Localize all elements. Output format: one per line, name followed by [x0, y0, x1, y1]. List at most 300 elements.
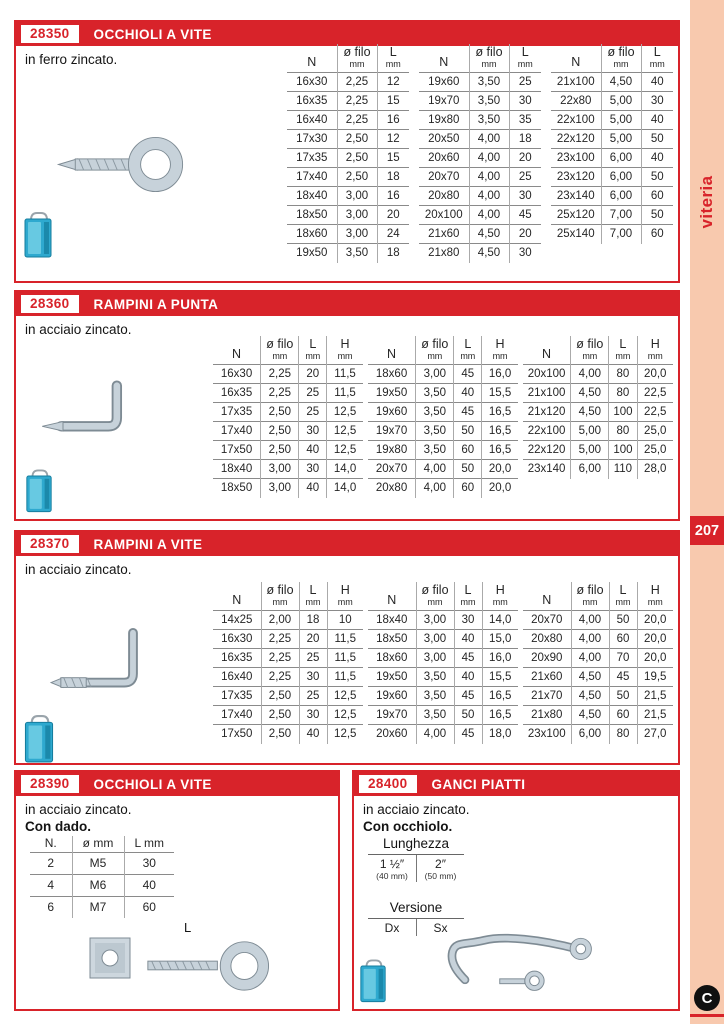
- table-cell: 3,50: [469, 73, 509, 92]
- table-row: [287, 149, 409, 168]
- section-header: [16, 532, 678, 556]
- table-cell: 25: [299, 384, 327, 403]
- header-row: [523, 336, 673, 365]
- table-row: [368, 422, 518, 441]
- table-cell: 20x80: [419, 187, 469, 206]
- header-row: [523, 582, 673, 611]
- table-row: [213, 687, 363, 706]
- table-cell: 17x35: [213, 687, 261, 706]
- table-cell: 12,5: [327, 403, 363, 422]
- table-cell: 14,0: [327, 479, 363, 498]
- table-row: [368, 611, 518, 630]
- table-row: [368, 384, 518, 403]
- table-cell: 4,00: [469, 168, 509, 187]
- table-cell: 4,00: [416, 460, 454, 479]
- table-cell: 4,00: [469, 149, 509, 168]
- table-row: [551, 149, 673, 168]
- table-cell: 17x40: [287, 168, 337, 187]
- square-nut-image: [86, 934, 134, 982]
- table-cell: 19x80: [419, 111, 469, 130]
- table-cell: 50: [641, 168, 673, 187]
- table-cell: 2,25: [261, 365, 299, 384]
- table-cell: 19x60: [419, 73, 469, 92]
- table-row: [287, 111, 409, 130]
- table-cell: 14,0: [482, 611, 518, 630]
- column-header: L mm: [299, 582, 327, 611]
- table-cell: 30: [299, 668, 327, 687]
- category-label: viteria: [697, 175, 716, 229]
- table-cell: 21x60: [419, 225, 469, 244]
- column-header: N: [232, 593, 242, 607]
- table-cell: 16x30: [213, 630, 261, 649]
- table-cell: 19,5: [637, 668, 673, 687]
- table-cell: 16,0: [482, 649, 518, 668]
- length-value: 1 ½″: [379, 857, 405, 871]
- table-cell: 2,25: [261, 630, 299, 649]
- table-cell: 2,50: [337, 130, 377, 149]
- column-header: N: [542, 347, 552, 361]
- table-cell: 16x35: [213, 384, 261, 403]
- column-header: N: [439, 55, 449, 69]
- section-subtitle: in acciaio zincato.: [25, 802, 132, 817]
- table-row: [287, 225, 409, 244]
- table-cell: 19x70: [368, 706, 416, 725]
- table-cell: 4,00: [571, 611, 609, 630]
- table-cell: 30: [124, 852, 174, 874]
- table-row: [30, 896, 174, 918]
- section-caption: [25, 802, 132, 836]
- table-cell: 16x30: [287, 73, 337, 92]
- spec-table: [30, 836, 174, 918]
- table-cell: 2,50: [261, 403, 299, 422]
- table-cell: 50: [609, 687, 637, 706]
- section-header: [354, 772, 678, 796]
- table-cell: 2,25: [261, 649, 299, 668]
- column-header: N: [387, 347, 397, 361]
- section-header: [16, 772, 338, 796]
- table-cell: 23x100: [523, 725, 571, 744]
- table-cell: 4,00: [416, 725, 454, 744]
- table-cell: 3,00: [416, 630, 454, 649]
- section-28390: [14, 770, 340, 1011]
- table-row: [213, 479, 363, 498]
- table-cell: 22x100: [551, 111, 601, 130]
- table-cell: 16x35: [213, 649, 261, 668]
- table-cell: 5,00: [601, 111, 641, 130]
- table-cell: 2,25: [337, 92, 377, 111]
- table-cell: 45: [454, 365, 482, 384]
- header-row: [368, 582, 518, 611]
- table-cell: 40: [641, 111, 673, 130]
- table-cell: 3,50: [337, 244, 377, 263]
- table-row: [419, 149, 541, 168]
- table-row: [287, 187, 409, 206]
- table-row: [523, 611, 673, 630]
- table-cell: M6: [72, 874, 124, 896]
- spec-table-group-2: [368, 336, 518, 498]
- table-row: [551, 73, 673, 92]
- table-cell: 20x100: [419, 206, 469, 225]
- section-code: 28370: [21, 535, 79, 553]
- table-row: [551, 225, 673, 244]
- table-cell: 2,50: [261, 422, 299, 441]
- table-row: [287, 206, 409, 225]
- table-cell: 19x80: [368, 441, 416, 460]
- column-header: ø filo mm: [416, 336, 454, 365]
- table-row: [213, 649, 363, 668]
- section-title: OCCHIOLI A VITE: [93, 26, 212, 42]
- table-cell: 17x40: [213, 706, 261, 725]
- table-row: [551, 111, 673, 130]
- table-cell: 20x60: [368, 725, 416, 744]
- section-header: [16, 22, 678, 46]
- table-cell: 2,50: [261, 725, 299, 744]
- table-cell: 25: [299, 649, 327, 668]
- table-cell: 20x60: [419, 149, 469, 168]
- table-cell: 16x40: [287, 111, 337, 130]
- section-28400: [352, 770, 680, 1011]
- spec-table-group-3: [551, 44, 673, 244]
- table-cell: 18x50: [287, 206, 337, 225]
- table-cell: 16x40: [213, 668, 261, 687]
- table-row: [368, 725, 518, 744]
- table-cell: 17x35: [213, 403, 261, 422]
- table-row: [368, 687, 518, 706]
- header-row: [213, 582, 363, 611]
- table-cell: 20,0: [637, 630, 673, 649]
- package-box-icon: [22, 210, 54, 260]
- table-row: [523, 725, 673, 744]
- table-cell: 45: [454, 725, 482, 744]
- table-cell: 20x50: [419, 130, 469, 149]
- table-cell: 18x50: [368, 630, 416, 649]
- table-cell: 6,00: [571, 725, 609, 744]
- table-cell: 14x25: [213, 611, 261, 630]
- section-code: 28400: [359, 775, 417, 793]
- table-cell: 2,50: [337, 168, 377, 187]
- table-cell: 4,50: [469, 225, 509, 244]
- table-cell: 17x50: [213, 441, 261, 460]
- table-row: [551, 92, 673, 111]
- table-cell: 5,00: [601, 130, 641, 149]
- table-cell: 30: [299, 422, 327, 441]
- table-cell: 6,00: [571, 460, 609, 479]
- table-cell: 19x70: [419, 92, 469, 111]
- table-cell: 30: [299, 706, 327, 725]
- section-title: GANCI PIATTI: [431, 776, 526, 792]
- table-cell: 3,50: [416, 441, 454, 460]
- length-dimension-label: L: [184, 920, 192, 935]
- table-cell: 20,0: [482, 479, 518, 498]
- table-cell: 3,50: [416, 384, 454, 403]
- table-row: [551, 168, 673, 187]
- version-value: Sx: [433, 921, 448, 935]
- version-title: Versione: [368, 900, 464, 919]
- flat-hook-image: [414, 920, 599, 1002]
- column-header: ø filo mm: [337, 44, 377, 73]
- column-header: L mm: [609, 582, 637, 611]
- table-row: [419, 244, 541, 263]
- table-cell: 24: [377, 225, 409, 244]
- spec-tables: [287, 44, 673, 263]
- table-cell: 18x40: [368, 611, 416, 630]
- table-cell: 12,5: [327, 725, 363, 744]
- table-cell: M5: [72, 852, 124, 874]
- table-row: [213, 706, 363, 725]
- table-cell: 2,50: [261, 441, 299, 460]
- table-cell: 40: [299, 725, 327, 744]
- table-cell: 17x40: [213, 422, 261, 441]
- table-cell: 45: [609, 668, 637, 687]
- table-cell: 20,0: [637, 365, 673, 384]
- table-cell: 40: [454, 630, 482, 649]
- header-row: [287, 44, 409, 73]
- table-cell: 18x60: [287, 225, 337, 244]
- section-header: [16, 292, 678, 316]
- table-cell: 18x40: [287, 187, 337, 206]
- length-title: Lunghezza: [368, 836, 464, 855]
- table-cell: 21,5: [637, 687, 673, 706]
- table-cell: 3,50: [416, 706, 454, 725]
- table-row: [287, 73, 409, 92]
- table-row: [523, 365, 673, 384]
- table-row: [287, 92, 409, 111]
- table-row: [523, 649, 673, 668]
- table-cell: 7,00: [601, 206, 641, 225]
- table-cell: 20,0: [482, 460, 518, 479]
- table-cell: 3,50: [469, 92, 509, 111]
- table-cell: 19x50: [368, 384, 416, 403]
- table-cell: 20x70: [368, 460, 416, 479]
- table-row: [523, 422, 673, 441]
- table-cell: 50: [641, 130, 673, 149]
- table-cell: 21x100: [551, 73, 601, 92]
- column-header: H mm: [327, 336, 363, 365]
- table-cell: 19x50: [287, 244, 337, 263]
- table-cell: 11,5: [327, 384, 363, 403]
- table-row: [419, 111, 541, 130]
- length-detail: (50 mm): [424, 871, 457, 881]
- table-cell: 40: [454, 668, 482, 687]
- table-cell: 4,50: [571, 668, 609, 687]
- table-cell: 23x140: [523, 460, 571, 479]
- spec-tables: [213, 336, 673, 498]
- table-cell: 17x30: [287, 130, 337, 149]
- table-cell: 12,5: [327, 441, 363, 460]
- table-cell: 16,0: [482, 365, 518, 384]
- table-row: [551, 206, 673, 225]
- table-cell: 20x100: [523, 365, 571, 384]
- version-option: [368, 919, 416, 936]
- table-cell: 5,00: [601, 92, 641, 111]
- table-cell: 18: [377, 244, 409, 263]
- table-row: [419, 187, 541, 206]
- section-28360: [14, 290, 680, 521]
- table-cell: 6,00: [601, 168, 641, 187]
- table-row: [287, 244, 409, 263]
- table-cell: 45: [454, 649, 482, 668]
- table-cell: 16: [377, 111, 409, 130]
- table-cell: 23x100: [551, 149, 601, 168]
- spec-table-group-2: [368, 582, 518, 744]
- section-caption: in acciaio zincato.: [25, 322, 132, 337]
- table-cell: 19x50: [368, 668, 416, 687]
- table-cell: 20x70: [419, 168, 469, 187]
- table-cell: 40: [124, 874, 174, 896]
- table-cell: 25,0: [637, 441, 673, 460]
- section-note: Con dado.: [25, 818, 91, 834]
- table-row: [213, 365, 363, 384]
- column-header: H mm: [637, 336, 673, 365]
- table-cell: 50: [454, 706, 482, 725]
- table-cell: 2,25: [261, 668, 299, 687]
- section-28350: [14, 20, 680, 283]
- table-cell: 18x40: [213, 460, 261, 479]
- table-row: [523, 706, 673, 725]
- table-cell: 80: [609, 422, 637, 441]
- table-row: [213, 460, 363, 479]
- table-cell: 60: [641, 225, 673, 244]
- table-row: [523, 441, 673, 460]
- package-box-icon: [22, 714, 56, 764]
- header-row: [551, 44, 673, 73]
- header-row: [213, 336, 363, 365]
- section-caption: in ferro zincato.: [25, 52, 118, 67]
- table-cell: 18,0: [482, 725, 518, 744]
- column-header: L mm: [124, 836, 174, 852]
- eye-bolt-image: [144, 936, 284, 994]
- length-detail: (40 mm): [376, 871, 408, 881]
- table-cell: 20,0: [637, 649, 673, 668]
- version-value: Dx: [384, 921, 400, 935]
- table-cell: 20x90: [523, 649, 571, 668]
- column-header: N.: [44, 836, 57, 850]
- table-cell: 2,50: [261, 706, 299, 725]
- column-header: L mm: [454, 336, 482, 365]
- table-cell: 40: [641, 73, 673, 92]
- spec-table-group-1: [213, 336, 363, 498]
- section-code: 28350: [21, 25, 79, 43]
- table-cell: 40: [454, 384, 482, 403]
- header-row: [30, 836, 174, 852]
- table-cell: 3,00: [337, 206, 377, 225]
- table-cell: 18: [299, 611, 327, 630]
- table-cell: 40: [299, 479, 327, 498]
- table-cell: 17x35: [287, 149, 337, 168]
- table-cell: 22,5: [637, 403, 673, 422]
- table-cell: 27,0: [637, 725, 673, 744]
- table-row: [368, 706, 518, 725]
- section-code: 28390: [21, 775, 79, 793]
- table-cell: 3,00: [261, 479, 299, 498]
- table-cell: 21x80: [419, 244, 469, 263]
- table-cell: 2,50: [337, 149, 377, 168]
- table-row: [523, 384, 673, 403]
- table-cell: 12,5: [327, 706, 363, 725]
- table-cell: 30: [641, 92, 673, 111]
- table-cell: 45: [454, 403, 482, 422]
- table-cell: 16x35: [287, 92, 337, 111]
- table-row: [368, 365, 518, 384]
- section-note: Con occhiolo.: [363, 818, 453, 834]
- table-cell: 4,00: [571, 649, 609, 668]
- table-cell: 19x70: [368, 422, 416, 441]
- table-cell: 6,00: [601, 187, 641, 206]
- table-row: [213, 422, 363, 441]
- table-cell: 18: [509, 130, 541, 149]
- table-row: [523, 460, 673, 479]
- header-row: [368, 336, 518, 365]
- column-header: ø filo mm: [261, 336, 299, 365]
- table-row: [551, 130, 673, 149]
- table-cell: 15,5: [482, 384, 518, 403]
- spec-tables: [213, 582, 673, 744]
- column-header: ø mm: [72, 836, 124, 852]
- table-cell: 16,5: [482, 403, 518, 422]
- section-title: OCCHIOLI A VITE: [93, 776, 212, 792]
- table-cell: 35: [509, 111, 541, 130]
- package-box-icon: [358, 958, 388, 1004]
- table-row: [30, 874, 174, 896]
- table-row: [419, 206, 541, 225]
- table-cell: 11,5: [327, 630, 363, 649]
- table-cell: 25: [509, 73, 541, 92]
- table-cell: 12,5: [327, 422, 363, 441]
- table-cell: 5,00: [571, 422, 609, 441]
- table-cell: 25,0: [637, 422, 673, 441]
- column-header: ø filo mm: [416, 582, 454, 611]
- table-row: [213, 441, 363, 460]
- table-cell: 3,00: [416, 365, 454, 384]
- table-cell: 5,00: [571, 441, 609, 460]
- screw-hook-image: [44, 627, 144, 705]
- table-cell: 18x60: [368, 649, 416, 668]
- table-row: [419, 73, 541, 92]
- table-cell: 4,50: [571, 706, 609, 725]
- table-row: [213, 725, 363, 744]
- table-cell: 20: [377, 206, 409, 225]
- table-cell: 60: [609, 630, 637, 649]
- table-cell: 21,5: [637, 706, 673, 725]
- table-cell: 60: [609, 706, 637, 725]
- spec-table-group-2: [419, 44, 541, 263]
- column-header: H mm: [637, 582, 673, 611]
- column-header: N: [387, 593, 397, 607]
- column-header: N: [542, 593, 552, 607]
- table-row: [213, 611, 363, 630]
- screw-eye-image: [51, 117, 191, 212]
- table-cell: 45: [509, 206, 541, 225]
- table-cell: 2: [30, 852, 72, 874]
- table-cell: 15: [377, 92, 409, 111]
- table-cell: 15,5: [482, 668, 518, 687]
- table-cell: 16x30: [213, 365, 261, 384]
- table-row: [419, 92, 541, 111]
- table-row: [419, 225, 541, 244]
- table-cell: 11,5: [327, 365, 363, 384]
- table-cell: 25: [509, 168, 541, 187]
- table-cell: 7,00: [601, 225, 641, 244]
- header-row: [419, 44, 541, 73]
- table-cell: 4,50: [469, 244, 509, 263]
- table-cell: 4,00: [469, 206, 509, 225]
- category-sidebar: [690, 0, 724, 1024]
- spec-table-group-1: [213, 582, 363, 744]
- table-cell: 40: [641, 149, 673, 168]
- table-cell: 30: [299, 460, 327, 479]
- sidebar-rule: [690, 1014, 724, 1017]
- table-cell: 10: [327, 611, 363, 630]
